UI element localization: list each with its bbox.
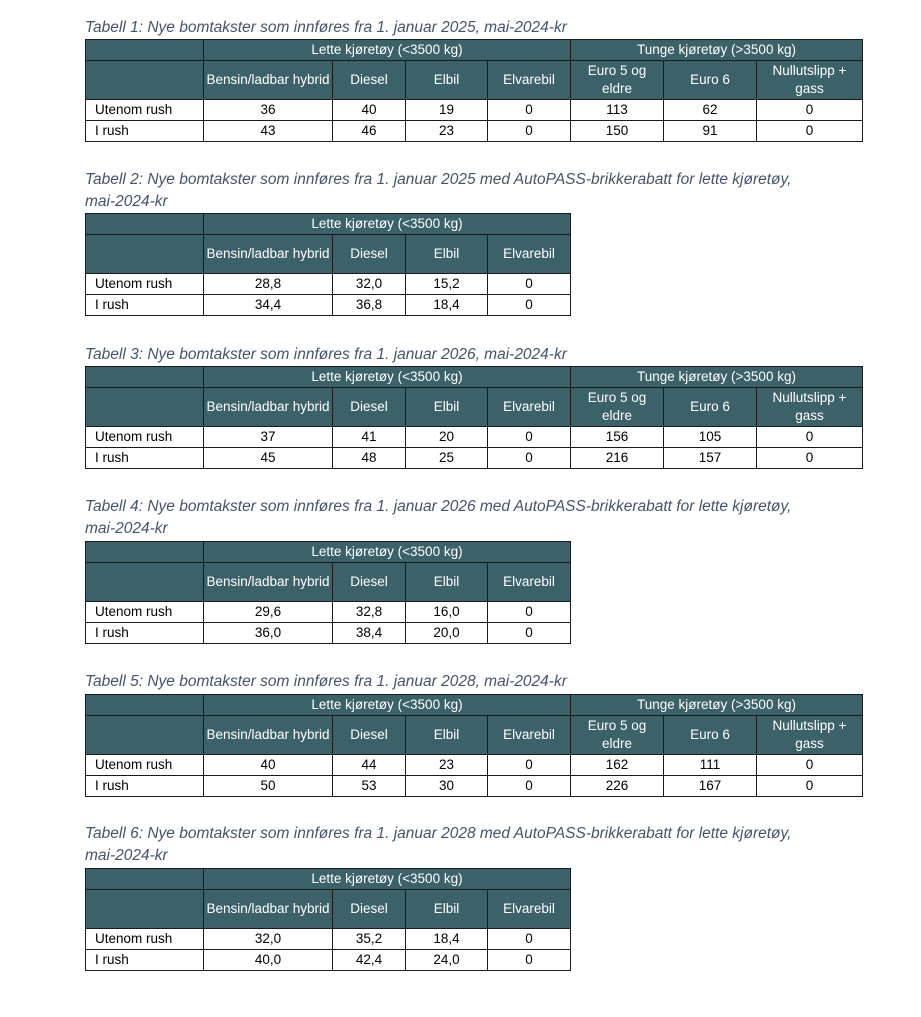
toll-rates-table-2028 xyxy=(85,694,863,797)
group-header-light: Lette kjøretøy (<3500 kg) xyxy=(204,695,571,716)
group-header-heavy: Tunge kjøretøy (>3500 kg) xyxy=(571,367,863,388)
column-header: Elbil xyxy=(406,235,488,274)
cell: 157 xyxy=(664,448,757,469)
row-label: I rush xyxy=(86,950,204,971)
cell: 91 xyxy=(664,121,757,142)
corner-cell xyxy=(86,388,204,427)
cell: 32,8 xyxy=(333,602,406,623)
cell: 0 xyxy=(488,427,571,448)
cell: 113 xyxy=(571,100,664,121)
corner-cell xyxy=(86,235,204,274)
column-header: Euro 5 og eldre xyxy=(571,61,664,100)
cell: 0 xyxy=(488,274,571,295)
row-label: I rush xyxy=(86,295,204,316)
group-header-light: Lette kjøretøy (<3500 kg) xyxy=(204,542,571,563)
row-label: Utenom rush xyxy=(86,274,204,295)
row-label: Utenom rush xyxy=(86,100,204,121)
group-header-light: Lette kjøretøy (<3500 kg) xyxy=(204,367,571,388)
column-header: Elvarebil xyxy=(488,61,571,100)
cell: 0 xyxy=(488,929,571,950)
toll-rates-table-2026 xyxy=(85,366,863,469)
cell: 111 xyxy=(664,755,757,776)
cell: 48 xyxy=(333,448,406,469)
column-header: Diesel xyxy=(333,61,406,100)
column-header: Nullutslipp + gass xyxy=(757,716,863,755)
table-row xyxy=(86,623,571,644)
cell: 0 xyxy=(488,755,571,776)
cell: 45 xyxy=(204,448,333,469)
column-header: Diesel xyxy=(333,890,406,929)
table-row xyxy=(86,121,863,142)
cell: 0 xyxy=(488,121,571,142)
column-header: Diesel xyxy=(333,235,406,274)
column-header: Euro 6 xyxy=(664,716,757,755)
cell: 46 xyxy=(333,121,406,142)
cell: 0 xyxy=(757,776,863,797)
column-header: Elbil xyxy=(406,890,488,929)
table-row xyxy=(86,448,863,469)
cell: 30 xyxy=(406,776,488,797)
row-label: Utenom rush xyxy=(86,929,204,950)
corner-cell xyxy=(86,61,204,100)
column-header: Elvarebil xyxy=(488,563,571,602)
column-header: Elvarebil xyxy=(488,388,571,427)
cell: 53 xyxy=(333,776,406,797)
cell: 32,0 xyxy=(204,929,333,950)
corner-cell xyxy=(86,869,204,890)
column-header: Euro 5 og eldre xyxy=(571,388,664,427)
column-header: Elvarebil xyxy=(488,890,571,929)
cell: 0 xyxy=(488,950,571,971)
cell: 156 xyxy=(571,427,664,448)
table-3-caption: Tabell 3: Nye bomtakster som innføres fra 1. januar 2026, mai-2024-kr xyxy=(85,346,567,363)
cell: 50 xyxy=(204,776,333,797)
column-header: Nullutslipp + gass xyxy=(757,61,863,100)
row-label: I rush xyxy=(86,448,204,469)
cell: 0 xyxy=(757,100,863,121)
cell: 0 xyxy=(488,100,571,121)
cell: 25 xyxy=(406,448,488,469)
cell: 18,4 xyxy=(406,295,488,316)
cell: 24,0 xyxy=(406,950,488,971)
cell: 23 xyxy=(406,755,488,776)
column-header: Elvarebil xyxy=(488,716,571,755)
table-row xyxy=(86,427,863,448)
cell: 36 xyxy=(204,100,333,121)
cell: 15,2 xyxy=(406,274,488,295)
column-header: Nullutslipp + gass xyxy=(757,388,863,427)
cell: 40 xyxy=(204,755,333,776)
row-label: I rush xyxy=(86,776,204,797)
group-header-heavy: Tunge kjøretøy (>3500 kg) xyxy=(571,695,863,716)
cell: 16,0 xyxy=(406,602,488,623)
column-header: Elbil xyxy=(406,388,488,427)
cell: 35,2 xyxy=(333,929,406,950)
toll-rates-table-2025 xyxy=(85,39,863,142)
row-label: Utenom rush xyxy=(86,602,204,623)
cell: 0 xyxy=(757,427,863,448)
column-header: Bensin/ladbar hybrid xyxy=(204,235,333,274)
cell: 167 xyxy=(664,776,757,797)
corner-cell xyxy=(86,563,204,602)
group-header-light: Lette kjøretøy (<3500 kg) xyxy=(204,214,571,235)
cell: 150 xyxy=(571,121,664,142)
corner-cell xyxy=(86,716,204,755)
table-1-caption: Tabell 1: Nye bomtakster som innføres fra 1. januar 2025, mai-2024-kr xyxy=(85,19,567,36)
cell: 0 xyxy=(488,623,571,644)
cell: 36,0 xyxy=(204,623,333,644)
cell: 162 xyxy=(571,755,664,776)
table-row xyxy=(86,929,571,950)
column-header: Elvarebil xyxy=(488,235,571,274)
table-row xyxy=(86,755,863,776)
cell: 226 xyxy=(571,776,664,797)
table-row xyxy=(86,295,571,316)
cell: 0 xyxy=(757,755,863,776)
cell: 0 xyxy=(488,448,571,469)
cell: 62 xyxy=(664,100,757,121)
column-header: Bensin/ladbar hybrid xyxy=(204,61,333,100)
cell: 29,6 xyxy=(204,602,333,623)
cell: 40 xyxy=(333,100,406,121)
cell: 216 xyxy=(571,448,664,469)
cell: 0 xyxy=(757,448,863,469)
column-header: Euro 6 xyxy=(664,61,757,100)
group-header-light: Lette kjøretøy (<3500 kg) xyxy=(204,40,571,61)
cell: 38,4 xyxy=(333,623,406,644)
cell: 32,0 xyxy=(333,274,406,295)
table-2-caption: Tabell 2: Nye bomtakster som innføres fra 1. januar 2025 med AutoPASS-brikkerabatt for lette kjøretøy, mai-2024-kr xyxy=(85,171,792,210)
table-row xyxy=(86,602,571,623)
toll-rates-table-2025-autopass xyxy=(85,213,571,316)
toll-rates-table-2028-autopass xyxy=(85,868,571,971)
column-header: Bensin/ladbar hybrid xyxy=(204,563,333,602)
corner-cell xyxy=(86,40,204,61)
corner-cell xyxy=(86,367,204,388)
cell: 43 xyxy=(204,121,333,142)
column-header: Elbil xyxy=(406,61,488,100)
table-row xyxy=(86,100,863,121)
cell: 36,8 xyxy=(333,295,406,316)
table-4-caption: Tabell 4: Nye bomtakster som innføres fra 1. januar 2026 med AutoPASS-brikkerabatt for lette kjøretøy, mai-2024-kr xyxy=(85,498,792,537)
table-6-caption: Tabell 6: Nye bomtakster som innføres fra 1. januar 2028 med AutoPASS-brikkerabatt for lette kjøretøy, mai-2024-kr xyxy=(85,825,792,864)
row-label: I rush xyxy=(86,623,204,644)
cell: 40,0 xyxy=(204,950,333,971)
table-5-caption: Tabell 5: Nye bomtakster som innføres fra 1. januar 2028, mai-2024-kr xyxy=(85,673,567,690)
column-header: Bensin/ladbar hybrid xyxy=(204,890,333,929)
cell: 0 xyxy=(488,295,571,316)
cell: 0 xyxy=(757,121,863,142)
column-header: Diesel xyxy=(333,563,406,602)
group-header-heavy: Tunge kjøretøy (>3500 kg) xyxy=(571,40,863,61)
cell: 0 xyxy=(488,602,571,623)
table-row xyxy=(86,274,571,295)
column-header: Bensin/ladbar hybrid xyxy=(204,716,333,755)
cell: 20 xyxy=(406,427,488,448)
cell: 23 xyxy=(406,121,488,142)
row-label: I rush xyxy=(86,121,204,142)
corner-cell xyxy=(86,542,204,563)
cell: 19 xyxy=(406,100,488,121)
column-header: Diesel xyxy=(333,388,406,427)
table-row xyxy=(86,950,571,971)
cell: 37 xyxy=(204,427,333,448)
column-header: Bensin/ladbar hybrid xyxy=(204,388,333,427)
corner-cell xyxy=(86,695,204,716)
column-header: Diesel xyxy=(333,716,406,755)
cell: 18,4 xyxy=(406,929,488,950)
cell: 0 xyxy=(488,776,571,797)
cell: 44 xyxy=(333,755,406,776)
toll-rates-table-2026-autopass xyxy=(85,541,571,644)
column-header: Elbil xyxy=(406,563,488,602)
cell: 105 xyxy=(664,427,757,448)
cell: 20,0 xyxy=(406,623,488,644)
row-label: Utenom rush xyxy=(86,427,204,448)
cell: 41 xyxy=(333,427,406,448)
corner-cell xyxy=(86,214,204,235)
table-row xyxy=(86,776,863,797)
cell: 42,4 xyxy=(333,950,406,971)
row-label: Utenom rush xyxy=(86,755,204,776)
cell: 34,4 xyxy=(204,295,333,316)
column-header: Elbil xyxy=(406,716,488,755)
column-header: Euro 5 og eldre xyxy=(571,716,664,755)
column-header: Euro 6 xyxy=(664,388,757,427)
cell: 28,8 xyxy=(204,274,333,295)
group-header-light: Lette kjøretøy (<3500 kg) xyxy=(204,869,571,890)
corner-cell xyxy=(86,890,204,929)
